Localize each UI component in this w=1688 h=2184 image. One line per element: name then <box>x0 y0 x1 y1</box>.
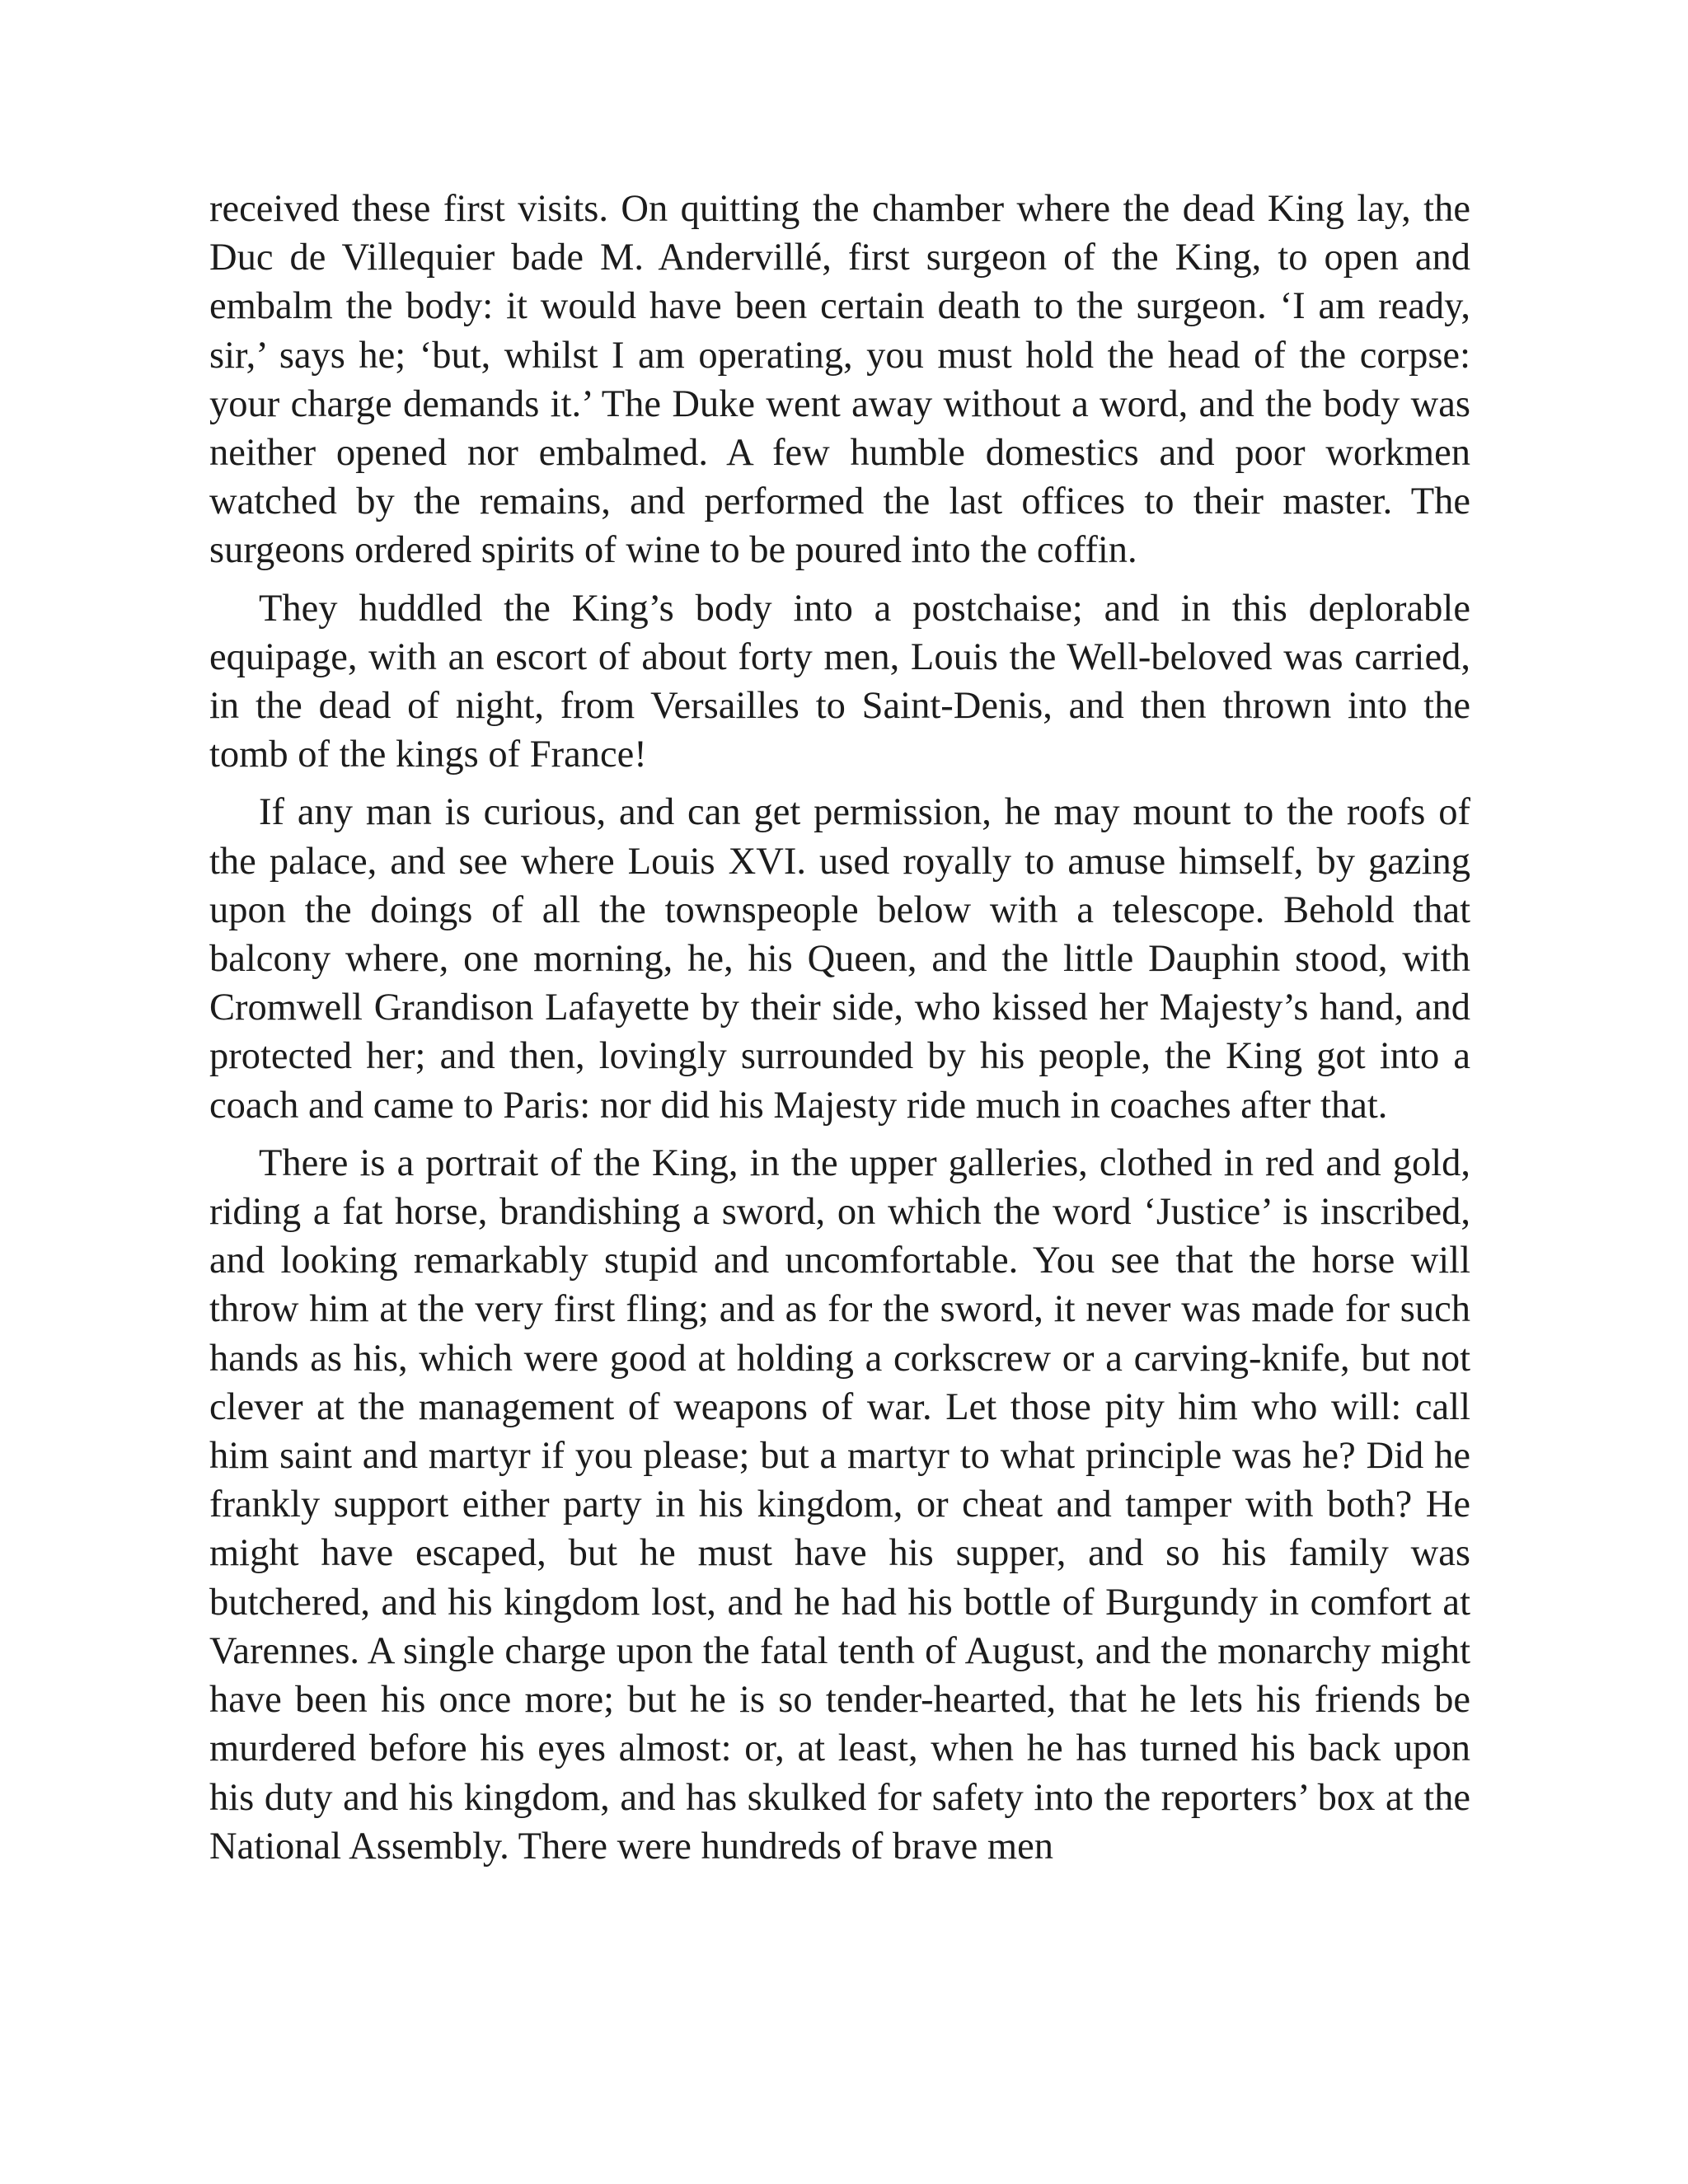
page-body <box>209 185 1470 1871</box>
paragraph-3: If any man is curious, and can get permission, he may mount to the roofs of the palace, and see where Louis XVI. used royally to amuse himself, by gazing upon the doings of all the townspeople below with a telescope. Behold that balcony where, one morning, he, his Queen, and the little Dauphin stood, with Cromwell Grandison Lafayette by their side, who kissed her Majesty’s hand, and protected her; and then, lovingly surrounded by his people, the King got into a coach and came to Paris: nor did his Majesty ride much in coaches after that. <box>209 791 1470 1127</box>
paragraph-4: There is a portrait of the King, in the upper galleries, clothed in red and gold, riding a fat horse, brandishing a sword, on which the word ‘Justice’ is inscribed, and looking remarkably stupid and uncomfortable. You see that the horse will throw him at the very first fling; and as for the sword, it never was made for such hands as his, which were good at holding a corkscrew or a carving-knife, but not clever at the management of weapons of war. Let those pity him who will: call him saint and martyr if you please; but a martyr to what principle was he? Did he frankly support either party in his kingdom, or cheat and tamper with both? He might have escaped, but he must have his supper, and so his family was butchered, and his kingdom lost, and he had his bottle of Burgundy in comfort at Varennes. A single charge upon the fatal tenth of August, and the monarchy might have been his once more; but he is so tender-hearted, that he lets his friends be murdered before his eyes almost: or, at least, when he has turned his back upon his duty and his kingdom, and has skulked for safety into the reporters’ box at the National Assembly. There were hundreds of brave men <box>209 1141 1470 1868</box>
paragraph-1: received these first visits. On quitting the chamber where the dead King lay, the Duc de Villequier bade M. Andervillé, first surgeon of the King, to open and embalm the body: it would have been certain death to the surgeon. ‘I am ready, sir,’ says he; ‘but, whilst I am operating, you must hold the head of the corpse: your charge demands it.’ The Duke went away without a word, and the body was neither opened nor embalmed. A few humble domestics and poor workmen watched by the remains, and performed the last offices to their master. The surgeons ordered spirits of wine to be poured into the coffin. <box>209 188 1470 572</box>
paragraph-2: They huddled the King’s body into a postchaise; and in this deplorable equipage, with an escort of about forty men, Louis the Well-beloved was carried, in the dead of night, from Versailles to Saint-Denis, and then thrown into the tomb of the kings of France! <box>209 587 1470 776</box>
